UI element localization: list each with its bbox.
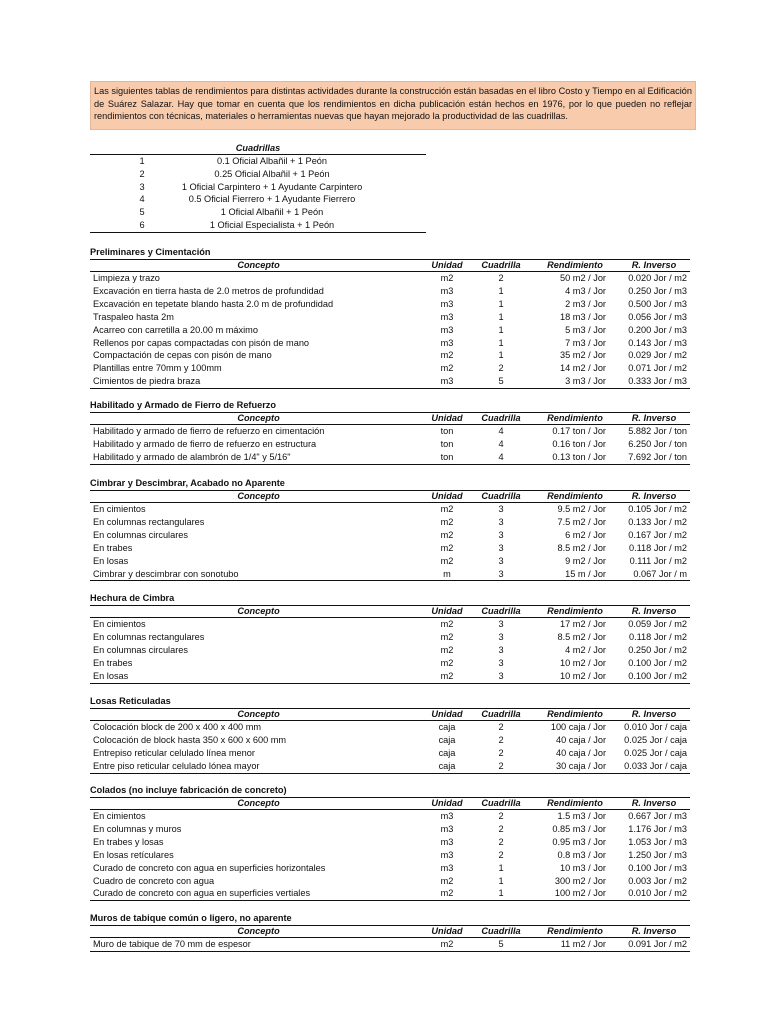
column-header-cuadrilla: Cuadrilla (470, 709, 532, 721)
concepto-cell: Acarreo con carretilla a 20.00 m máximo (93, 324, 258, 335)
yield-table (90, 490, 690, 581)
concepto-cell: En cimientos (93, 619, 146, 629)
cuadrilla-cell: 5 (470, 938, 532, 952)
intro-note: Las siguientes tablas de rendimientos para distintas actividades durante la construcción están basadas en el libro Costo y Tiempo en al Edificación de Suárez Salazar. Hay que tomar en cuenta que los rendimientos en dicha publicación están hechos en 1976, por lo que pueden no reflejar rendimientos con técnicas, materiales o herramientas nuevas que hayan mejorado la productividad de las cuadrillas. (90, 81, 696, 130)
rendimiento-cell: 8.5 m2 / Jor (557, 631, 606, 642)
unidad-cell: m2 (440, 542, 454, 553)
yield-table (90, 925, 690, 952)
table-row (90, 516, 690, 529)
yield-table (90, 797, 690, 901)
table-row (90, 670, 690, 683)
cuadrilla-cell: 3 (470, 670, 532, 683)
column-header-concepto: Concepto (90, 491, 424, 503)
rendimiento-cell: 0.95 m3 / Jor (552, 836, 606, 847)
crew-row (90, 206, 426, 219)
rendimiento-cell: 1.5 m3 / Jor (557, 811, 606, 821)
rendimiento-cell: 6 m2 / Jor (565, 529, 606, 540)
table-row (90, 555, 690, 568)
rendimiento-cell: 9 m2 / Jor (565, 555, 606, 566)
cuadrilla-cell: 1 (498, 311, 504, 322)
cuadrilla-cell: 3 (498, 542, 504, 553)
unidad-cell: m (424, 568, 470, 581)
cuadrilla-cell: 5 (470, 375, 532, 388)
concepto-cell: Traspaleo hasta 2m (93, 311, 174, 322)
cuadrilla-cell: 1 (498, 337, 504, 348)
table-row (90, 644, 690, 657)
activity-section (90, 784, 690, 901)
rendimiento-cell: 50 m2 / Jor (560, 273, 606, 283)
cuadrilla-cell: 2 (498, 747, 504, 758)
crews-table (90, 142, 426, 233)
inverso-cell: 0.250 Jor / m3 (628, 285, 687, 296)
concepto-cell: En losas retículares (93, 849, 174, 860)
inverso-cell: 0.333 Jor / m3 (618, 375, 690, 388)
concepto-cell: Habilitado y armado de fierro de refuerzo en estructura (93, 438, 317, 449)
cuadrilla-cell: 3 (498, 657, 504, 668)
cuadrilla-cell: 4 (498, 426, 504, 436)
cuadrilla-cell: 3 (498, 529, 504, 540)
table-row (90, 503, 690, 516)
rendimiento-cell: 17 m2 / Jor (560, 619, 606, 629)
rendimiento-cell: 4 m2 / Jor (565, 644, 606, 655)
crew-number: 5 (139, 207, 145, 218)
column-header-cuadrilla: Cuadrilla (470, 413, 532, 425)
inverso-cell: 0.100 Jor / m3 (628, 862, 687, 873)
inverso-cell: 0.033 Jor / caja (618, 760, 690, 773)
table-row (90, 337, 690, 350)
column-header-concepto: Concepto (90, 709, 424, 721)
yield-table (90, 605, 690, 684)
section-title: Cimbrar y Descimbrar, Acabado no Aparente (90, 478, 285, 488)
inverso-cell: 0.003 Jor / m2 (628, 875, 687, 886)
table-row (90, 887, 690, 900)
inverso-cell: 0.500 Jor / m3 (628, 298, 687, 309)
column-header-concepto: Concepto (90, 798, 424, 810)
column-header-unidad: Unidad (424, 926, 470, 938)
inverso-cell: 6.250 Jor / ton (628, 438, 687, 449)
yield-table (90, 412, 690, 465)
column-header-rendimiento: Rendimiento (532, 413, 618, 425)
rendimiento-cell: 4 m3 / Jor (565, 285, 606, 296)
inverso-cell: 0.100 Jor / m2 (618, 670, 690, 683)
unidad-cell: m2 (440, 273, 454, 283)
concepto-cell: En columnas y muros (93, 823, 182, 834)
activity-section (90, 695, 690, 774)
column-header-unidad: Unidad (424, 709, 470, 721)
table-header-row (90, 798, 690, 810)
rendimiento-cell: 15 m / Jor (532, 568, 618, 581)
cuadrilla-cell: 4 (470, 451, 532, 464)
concepto-cell: En losas (90, 670, 424, 683)
inverso-cell: 5.882 Jor / ton (628, 426, 687, 436)
table-header-row (90, 606, 690, 618)
concepto-cell: Limpieza y trazo (93, 273, 160, 283)
column-header-rendimiento: Rendimiento (532, 798, 618, 810)
table-row (90, 529, 690, 542)
inverso-cell: 0.010 Jor / caja (624, 722, 687, 732)
table-row (90, 760, 690, 773)
crew-row (90, 219, 426, 232)
column-header-concepto: Concepto (90, 260, 424, 272)
rendimiento-cell: 18 m3 / Jor (560, 311, 606, 322)
rendimiento-cell: 100 m2 / Jor (532, 887, 618, 900)
unidad-cell: ton (424, 451, 470, 464)
unidad-cell: m3 (440, 823, 454, 834)
activity-section (90, 399, 690, 465)
inverso-cell: 0.167 Jor / m2 (628, 529, 687, 540)
cuadrilla-cell: 3 (498, 516, 504, 527)
rendimiento-cell: 40 caja / Jor (555, 734, 606, 745)
column-header-cuadrilla: Cuadrilla (470, 926, 532, 938)
concepto-cell: En trabes (93, 657, 133, 668)
table-row (90, 810, 690, 823)
crew-number: 4 (139, 194, 145, 205)
concepto-cell: Rellenos por capas compactadas con pisón de mano (93, 337, 310, 348)
concepto-cell: Cuadro de concreto con agua (93, 875, 215, 886)
concepto-cell: Colocación de block hasta 350 x 600 x 600 mm (93, 734, 287, 745)
column-header-rendimiento: Rendimiento (532, 606, 618, 618)
table-header-row (90, 926, 690, 938)
cuadrilla-cell: 1 (498, 350, 504, 361)
inverso-cell: 1.176 Jor / m3 (628, 823, 687, 834)
activity-section (90, 912, 690, 952)
rendimiento-cell: 0.17 ton / Jor (552, 426, 606, 436)
rendimiento-cell: 300 m2 / Jor (554, 875, 606, 886)
table-row (90, 862, 690, 875)
column-header-concepto: Concepto (90, 926, 424, 938)
cuadrilla-cell: 1 (498, 285, 504, 296)
unidad-cell: m3 (440, 849, 454, 860)
inverso-cell: 0.071 Jor / m2 (628, 363, 687, 374)
table-header-row (90, 260, 690, 272)
cuadrilla-cell: 3 (498, 619, 504, 629)
rendimiento-cell: 40 caja / Jor (555, 747, 606, 758)
unidad-cell: m2 (440, 529, 454, 540)
rendimiento-cell: 0.85 m3 / Jor (552, 823, 606, 834)
table-row (90, 311, 690, 324)
cuadrilla-cell: 2 (498, 363, 504, 374)
table-row (90, 362, 690, 375)
cuadrilla-cell: 1 (470, 887, 532, 900)
crew-row (90, 155, 426, 168)
inverso-cell: 0.250 Jor / m2 (628, 644, 687, 655)
section-title: Muros de tabique común o ligero, no aparente (90, 913, 292, 923)
rendimiento-cell: 30 caja / Jor (532, 760, 618, 773)
inverso-cell: 0.010 Jor / m2 (618, 887, 690, 900)
rendimiento-cell: 2 m3 / Jor (565, 298, 606, 309)
concepto-cell: Colocación block de 200 x 400 x 400 mm (93, 722, 262, 732)
column-header-unidad: Unidad (424, 606, 470, 618)
inverso-cell: 1.053 Jor / m3 (628, 836, 687, 847)
yield-table (90, 259, 690, 389)
inverso-cell: 0.133 Jor / m2 (628, 516, 687, 527)
unidad-cell: ton (440, 438, 454, 449)
rendimiento-cell: 0.13 ton / Jor (532, 451, 618, 464)
concepto-cell: En cimientos (93, 504, 146, 514)
unidad-cell: m2 (440, 504, 454, 514)
concepto-cell: Habilitado y armado de alambrón de 1/4" y 5/16" (90, 451, 424, 464)
unidad-cell: m2 (440, 363, 454, 374)
rendimiento-cell: 8.5 m2 / Jor (557, 542, 606, 553)
unidad-cell: m3 (440, 285, 454, 296)
table-row (90, 823, 690, 836)
cuadrilla-cell: 1 (498, 875, 504, 886)
table-row (90, 875, 690, 888)
inverso-cell: 0.029 Jor / m2 (628, 350, 687, 361)
concepto-cell: En trabes y losas (93, 836, 164, 847)
unidad-cell: caja (438, 747, 456, 758)
table-row (90, 451, 690, 464)
table-row (90, 349, 690, 362)
column-header-rendimiento: Rendimiento (532, 926, 618, 938)
crew-description: 0.1 Oficial Albañil + 1 Peón (216, 156, 328, 166)
unidad-cell: m2 (440, 350, 454, 361)
cuadrilla-cell: 1 (498, 298, 504, 309)
cuadrilla-cell: 3 (498, 644, 504, 655)
unidad-cell: m3 (440, 811, 454, 821)
column-header-cuadrilla: Cuadrilla (470, 260, 532, 272)
table-row (90, 657, 690, 670)
cuadrilla-cell: 3 (470, 568, 532, 581)
crew-number: 6 (139, 219, 145, 230)
rendimiento-cell: 3 m3 / Jor (532, 375, 618, 388)
unidad-cell: m3 (440, 862, 454, 873)
inverso-cell: 0.100 Jor / m2 (628, 657, 687, 668)
table-row (90, 836, 690, 849)
table-row (90, 375, 690, 388)
inverso-cell: 0.118 Jor / m2 (628, 542, 687, 553)
table-row (90, 747, 690, 760)
crew-row (90, 193, 426, 206)
section-title: Habilitado y Armado de Fierro de Refuerzo (90, 400, 276, 410)
rendimiento-cell: 9.5 m2 / Jor (557, 504, 606, 514)
unidad-cell: m3 (440, 836, 454, 847)
table-row (90, 631, 690, 644)
cuadrilla-cell: 2 (498, 823, 504, 834)
crew-row (90, 181, 426, 194)
crew-description: 1 Oficial Especialista + 1 Peón (209, 219, 335, 230)
concepto-cell: En columnas rectangulares (93, 516, 205, 527)
concepto-cell: En columnas circulares (93, 644, 188, 655)
column-header-unidad: Unidad (424, 413, 470, 425)
crew-number: 1 (139, 156, 145, 166)
column-header-cuadrilla: Cuadrilla (470, 606, 532, 618)
concepto-cell: Cimbrar y descimbrar con sonotubo (90, 568, 424, 581)
column-header-cuadrilla: Cuadrilla (470, 491, 532, 503)
inverso-cell: 0.667 Jor / m3 (628, 811, 687, 821)
table-row (90, 542, 690, 555)
crew-description: 1 Oficial Albañil + 1 Peón (220, 207, 324, 218)
unidad-cell: ton (440, 426, 454, 436)
cuadrilla-cell: 2 (498, 811, 504, 821)
inverso-cell: 0.111 Jor / m2 (629, 555, 687, 566)
crews-header: Cuadrillas (90, 142, 426, 155)
unidad-cell: m2 (424, 670, 470, 683)
unidad-cell: m3 (440, 311, 454, 322)
inverso-cell: 0.025 Jor / caja (624, 734, 687, 745)
rendimiento-cell: 10 m3 / Jor (560, 862, 606, 873)
yield-table (90, 708, 690, 774)
section-title: Hechura de Cimbra (90, 593, 175, 603)
column-header-unidad: Unidad (424, 260, 470, 272)
section-title: Losas Reticuladas (90, 696, 171, 706)
column-header-inverso: R. Inverso (618, 709, 690, 721)
column-header-inverso: R. Inverso (618, 413, 690, 425)
column-header-rendimiento: Rendimiento (532, 260, 618, 272)
inverso-cell: 0.105 Jor / m2 (628, 504, 687, 514)
table-header-row (90, 491, 690, 503)
concepto-cell: Habilitado y armado de fierro de refuerzo en cimentación (93, 426, 325, 436)
table-row (90, 324, 690, 337)
cuadrilla-cell: 4 (498, 438, 504, 449)
section-title: Preliminares y Cimentación (90, 247, 211, 257)
column-header-unidad: Unidad (424, 798, 470, 810)
rendimiento-cell: 14 m2 / Jor (560, 363, 606, 374)
column-header-concepto: Concepto (90, 413, 424, 425)
unidad-cell: m2 (424, 887, 470, 900)
rendimiento-cell: 10 m2 / Jor (560, 657, 606, 668)
rendimiento-cell: 7 m3 / Jor (565, 337, 606, 348)
cuadrilla-cell: 2 (498, 734, 504, 745)
table-row (90, 285, 690, 298)
inverso-cell: 0.059 Jor / m2 (628, 619, 687, 629)
table-row (90, 938, 690, 952)
concepto-cell: En trabes (93, 542, 133, 553)
unidad-cell: caja (438, 722, 456, 732)
activity-section (90, 477, 690, 581)
inverso-cell: 0.056 Jor / m3 (628, 311, 687, 322)
cuadrilla-cell: 3 (498, 555, 504, 566)
concepto-cell: Entrepiso reticular celulado línea menor (93, 747, 255, 758)
concepto-cell: Excavación en tepetate blando hasta 2.0 m de profundidad (93, 298, 334, 309)
column-header-concepto: Concepto (90, 606, 424, 618)
rendimiento-cell: 100 caja / Jor (550, 722, 606, 732)
column-header-inverso: R. Inverso (618, 491, 690, 503)
cuadrilla-cell: 2 (498, 836, 504, 847)
table-header-row (90, 413, 690, 425)
concepto-cell: Curado de concreto con agua en superficies horizontales (93, 862, 326, 873)
concepto-cell: En columnas rectangulares (93, 631, 205, 642)
unidad-cell: m3 (424, 375, 470, 388)
cuadrilla-cell: 2 (498, 849, 504, 860)
column-header-unidad: Unidad (424, 491, 470, 503)
unidad-cell: caja (438, 734, 456, 745)
rendimiento-cell: 10 m2 / Jor (532, 670, 618, 683)
table-row (90, 734, 690, 747)
activity-section (90, 592, 690, 684)
rendimiento-cell: 0.16 ton / Jor (552, 438, 606, 449)
concepto-cell: Cimientos de piedra braza (90, 375, 424, 388)
rendimiento-cell: 0.8 m3 / Jor (557, 849, 606, 860)
inverso-cell: 0.067 Jor / m (618, 568, 690, 581)
concepto-cell: En cimientos (93, 811, 146, 821)
cuadrilla-cell: 3 (498, 631, 504, 642)
table-row (90, 272, 690, 285)
inverso-cell: 7.692 Jor / ton (618, 451, 690, 464)
inverso-cell: 0.200 Jor / m3 (628, 324, 687, 335)
unidad-cell: m2 (440, 516, 454, 527)
cuadrilla-cell: 2 (498, 722, 504, 732)
column-header-inverso: R. Inverso (618, 798, 690, 810)
inverso-cell: 0.118 Jor / m2 (628, 631, 687, 642)
cuadrilla-cell: 2 (470, 760, 532, 773)
crew-row (90, 168, 426, 181)
crew-number: 2 (139, 168, 145, 179)
cuadrilla-cell: 1 (498, 862, 504, 873)
concepto-cell: Compactación de cepas con pisón de mano (93, 350, 272, 361)
unidad-cell: m3 (440, 298, 454, 309)
column-header-rendimiento: Rendimiento (532, 491, 618, 503)
inverso-cell: 0.025 Jor / caja (624, 747, 687, 758)
crew-description: 0.5 Oficial Fierrero + 1 Ayudante Fierrero (188, 194, 356, 205)
cuadrilla-cell: 3 (498, 504, 504, 514)
table-row (90, 425, 690, 438)
crew-number: 3 (139, 181, 145, 192)
unidad-cell: caja (424, 760, 470, 773)
rendimiento-cell: 11 m2 / Jor (532, 938, 618, 952)
unidad-cell: m2 (440, 644, 454, 655)
unidad-cell: m3 (440, 324, 454, 335)
unidad-cell: m2 (440, 619, 454, 629)
concepto-cell: Curado de concreto con agua en superficies vertiales (90, 887, 424, 900)
cuadrilla-cell: 2 (498, 273, 504, 283)
inverso-cell: 0.091 Jor / m2 (618, 938, 690, 952)
section-title: Colados (no incluye fabricación de concreto) (90, 785, 287, 795)
table-row (90, 721, 690, 734)
concepto-cell: Excavación en tierra hasta de 2.0 metros de profundidad (93, 285, 324, 296)
cuadrilla-cell: 1 (498, 324, 504, 335)
crew-description: 0.25 Oficial Albañil + 1 Peón (214, 168, 330, 179)
unidad-cell: m3 (440, 337, 454, 348)
concepto-cell: Plantillas entre 70mm y 100mm (93, 363, 222, 374)
concepto-cell: Muro de tabique de 70 mm de espesor (90, 938, 424, 952)
rendimiento-cell: 5 m3 / Jor (565, 324, 606, 335)
table-row (90, 298, 690, 311)
table-header-row (90, 709, 690, 721)
rendimiento-cell: 35 m2 / Jor (560, 350, 606, 361)
inverso-cell: 0.020 Jor / m2 (628, 273, 687, 283)
unidad-cell: m2 (440, 875, 454, 886)
activity-section (90, 246, 690, 389)
unidad-cell: m2 (424, 938, 470, 952)
concepto-cell: En columnas circulares (93, 529, 188, 540)
column-header-inverso: R. Inverso (618, 260, 690, 272)
column-header-rendimiento: Rendimiento (532, 709, 618, 721)
column-header-inverso: R. Inverso (618, 606, 690, 618)
column-header-inverso: R. Inverso (618, 926, 690, 938)
concepto-cell: Entre piso reticular celulado lónea mayor (90, 760, 424, 773)
inverso-cell: 0.143 Jor / m3 (628, 337, 687, 348)
unidad-cell: m2 (440, 657, 454, 668)
concepto-cell: En losas (93, 555, 129, 566)
inverso-cell: 1.250 Jor / m3 (628, 849, 687, 860)
table-row (90, 438, 690, 451)
unidad-cell: m2 (440, 631, 454, 642)
table-row (90, 568, 690, 581)
column-header-cuadrilla: Cuadrilla (470, 798, 532, 810)
unidad-cell: m2 (440, 555, 454, 566)
table-row (90, 849, 690, 862)
table-row (90, 618, 690, 631)
rendimiento-cell: 7.5 m2 / Jor (557, 516, 606, 527)
crew-description: 1 Oficial Carpintero + 1 Ayudante Carpintero (181, 181, 363, 192)
